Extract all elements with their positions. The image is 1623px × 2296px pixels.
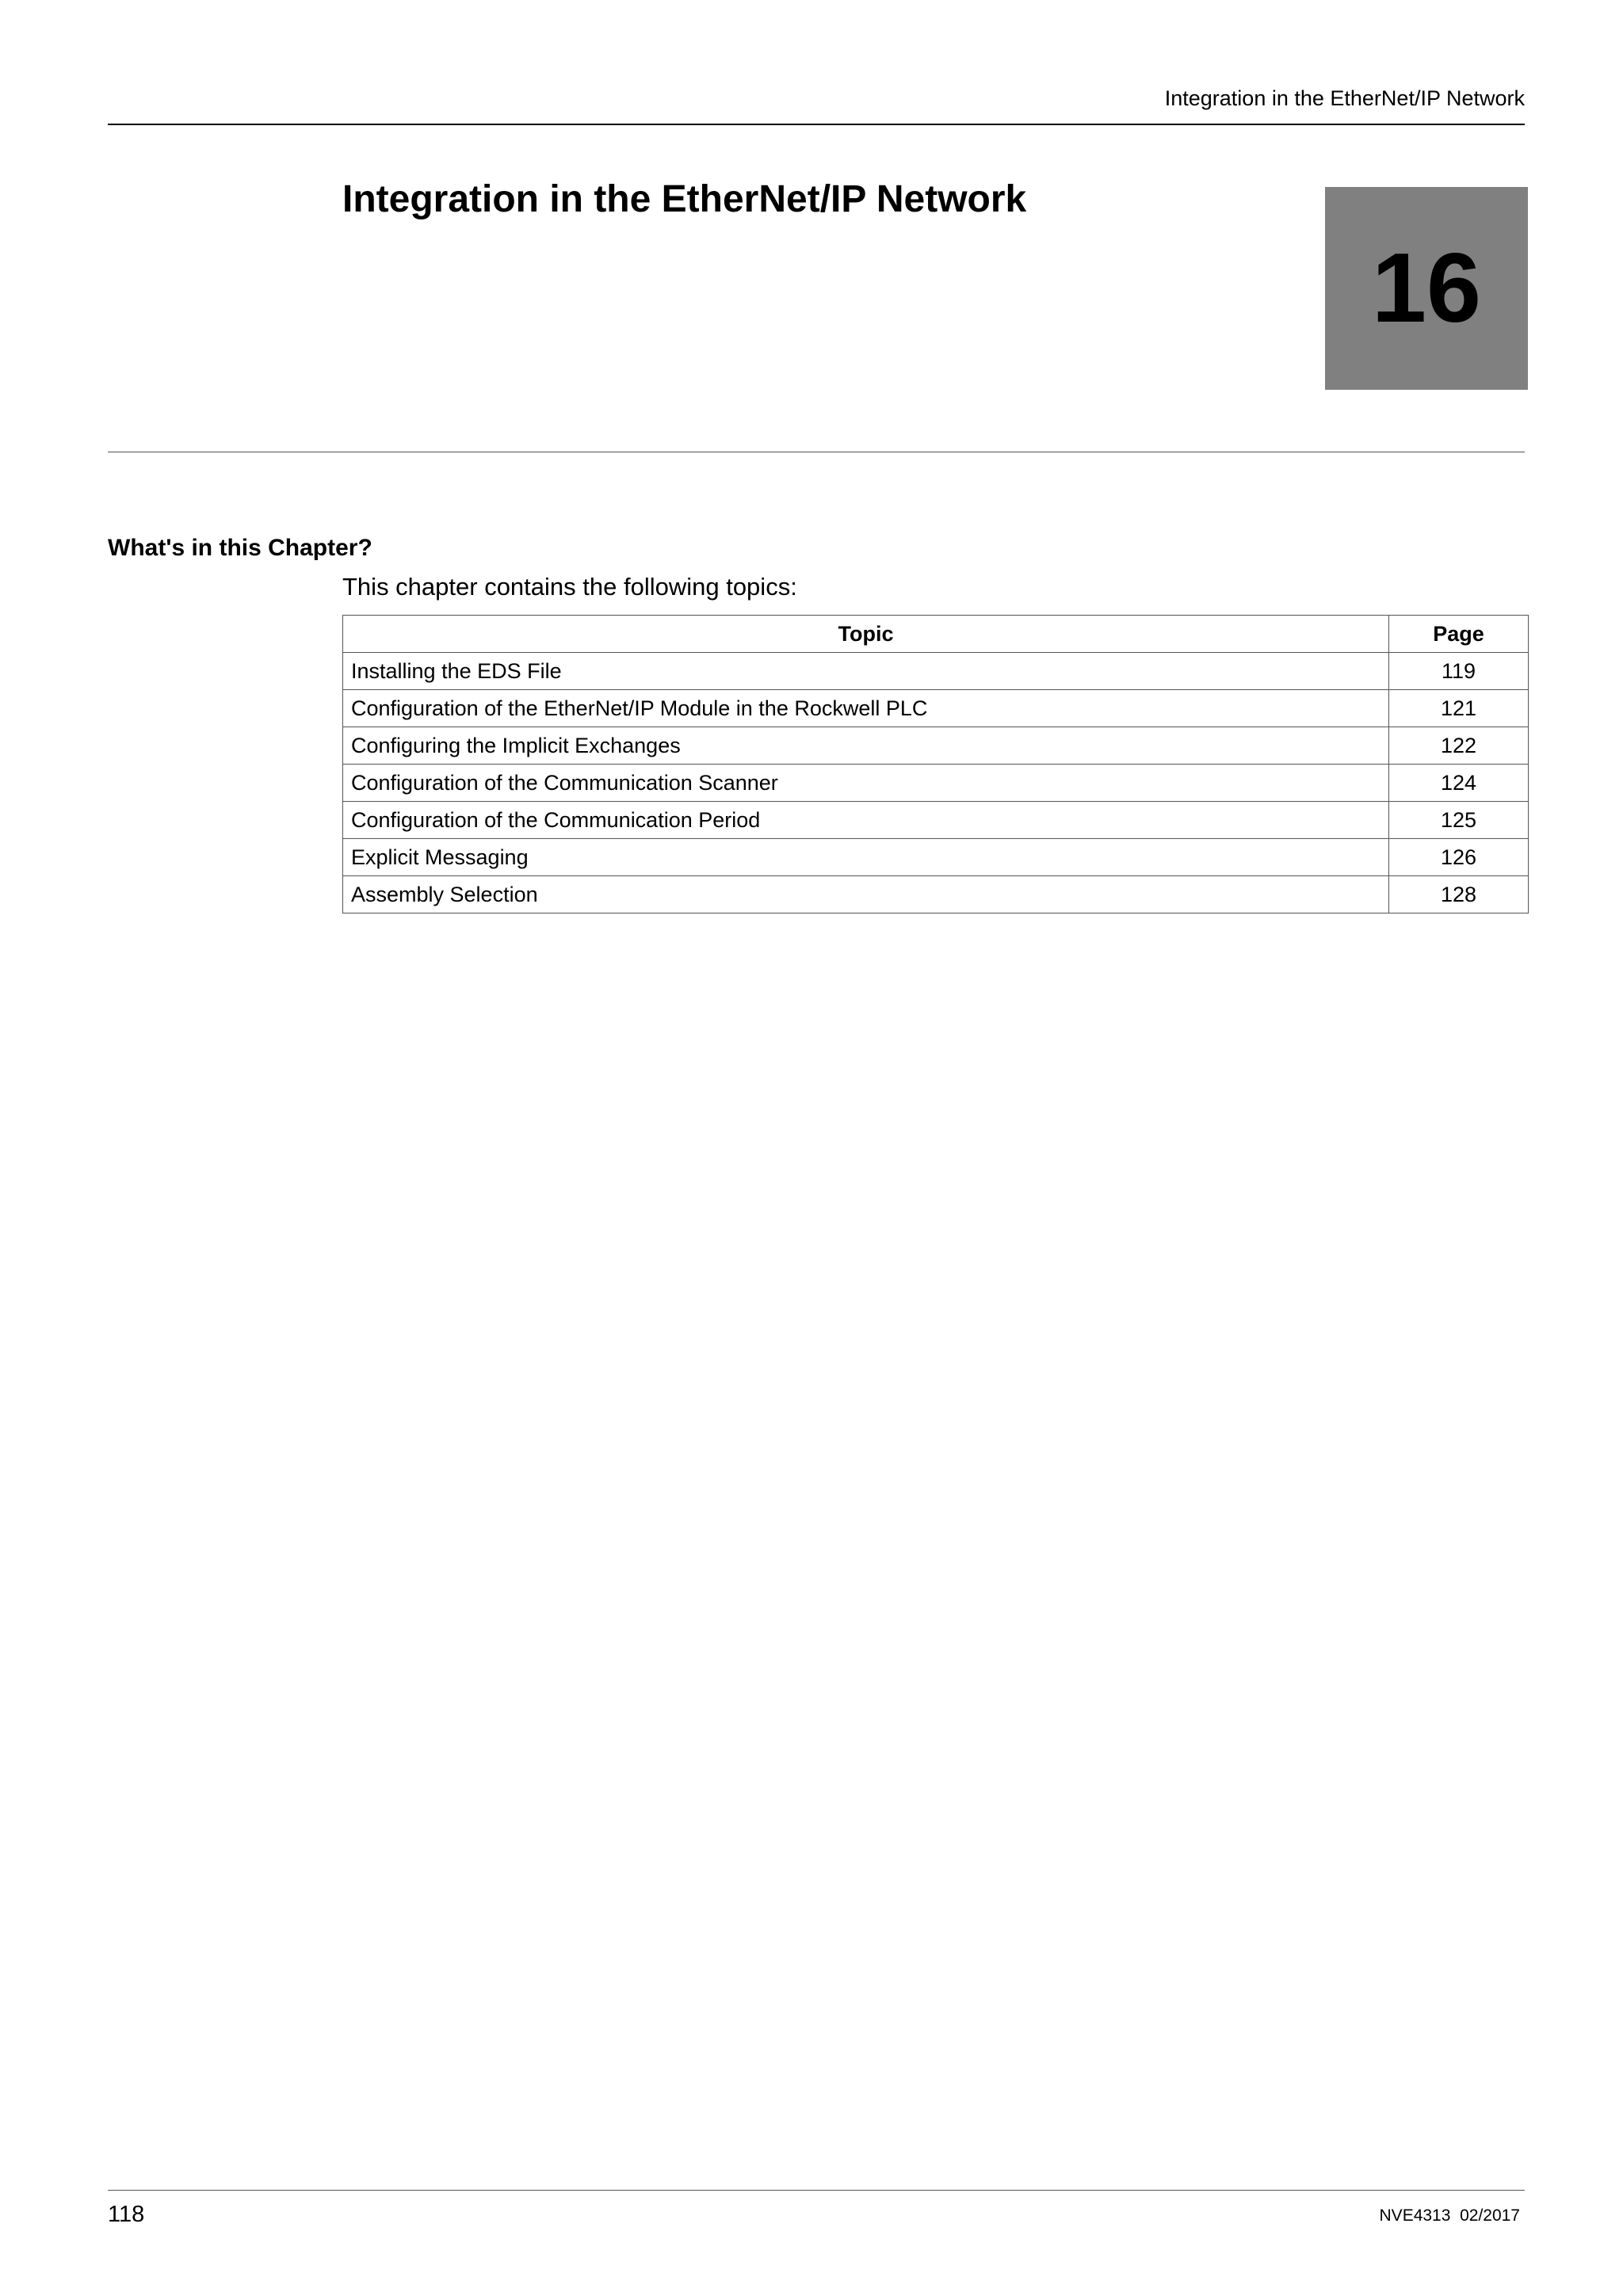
table-header-row [343, 616, 1529, 653]
page-ref: 128 [1389, 876, 1529, 913]
column-header-topic: Topic [343, 616, 1389, 653]
running-header: Integration in the EtherNet/IP Network [1164, 86, 1525, 110]
table-row [343, 876, 1529, 913]
topic-link[interactable]: Configuration of the Communication Period [343, 802, 1389, 839]
topics-table [342, 615, 1529, 913]
chapter-number-box [1325, 187, 1528, 390]
table-row [343, 839, 1529, 876]
page-ref: 119 [1389, 653, 1529, 690]
table-row [343, 802, 1529, 839]
header-divider [108, 124, 1525, 125]
page-ref: 126 [1389, 839, 1529, 876]
page-number: 118 [108, 2202, 145, 2227]
table-row [343, 690, 1529, 727]
table-row [343, 653, 1529, 690]
intro-text: This chapter contains the following topics: [342, 573, 797, 601]
section-heading: What's in this Chapter? [108, 535, 372, 561]
page-ref: 121 [1389, 690, 1529, 727]
chapter-number: 16 [1372, 234, 1481, 343]
page-ref: 124 [1389, 765, 1529, 802]
topic-link[interactable]: Explicit Messaging [343, 839, 1389, 876]
footer-divider [108, 2190, 1525, 2191]
table-row [343, 727, 1529, 765]
topic-link[interactable]: Configuration of the EtherNet/IP Module in the Rockwell PLC [343, 690, 1389, 727]
chapter-title: Integration in the EtherNet/IP Network [342, 178, 1027, 220]
document-reference: NVE4313 02/2017 [1379, 2206, 1520, 2225]
topic-link[interactable]: Assembly Selection [343, 876, 1389, 913]
topic-link[interactable]: Installing the EDS File [343, 653, 1389, 690]
page-ref: 125 [1389, 802, 1529, 839]
column-header-page: Page [1389, 616, 1529, 653]
page-ref: 122 [1389, 727, 1529, 765]
topic-link[interactable]: Configuring the Implicit Exchanges [343, 727, 1389, 765]
topic-link[interactable]: Configuration of the Communication Scanner [343, 765, 1389, 802]
table-row [343, 765, 1529, 802]
